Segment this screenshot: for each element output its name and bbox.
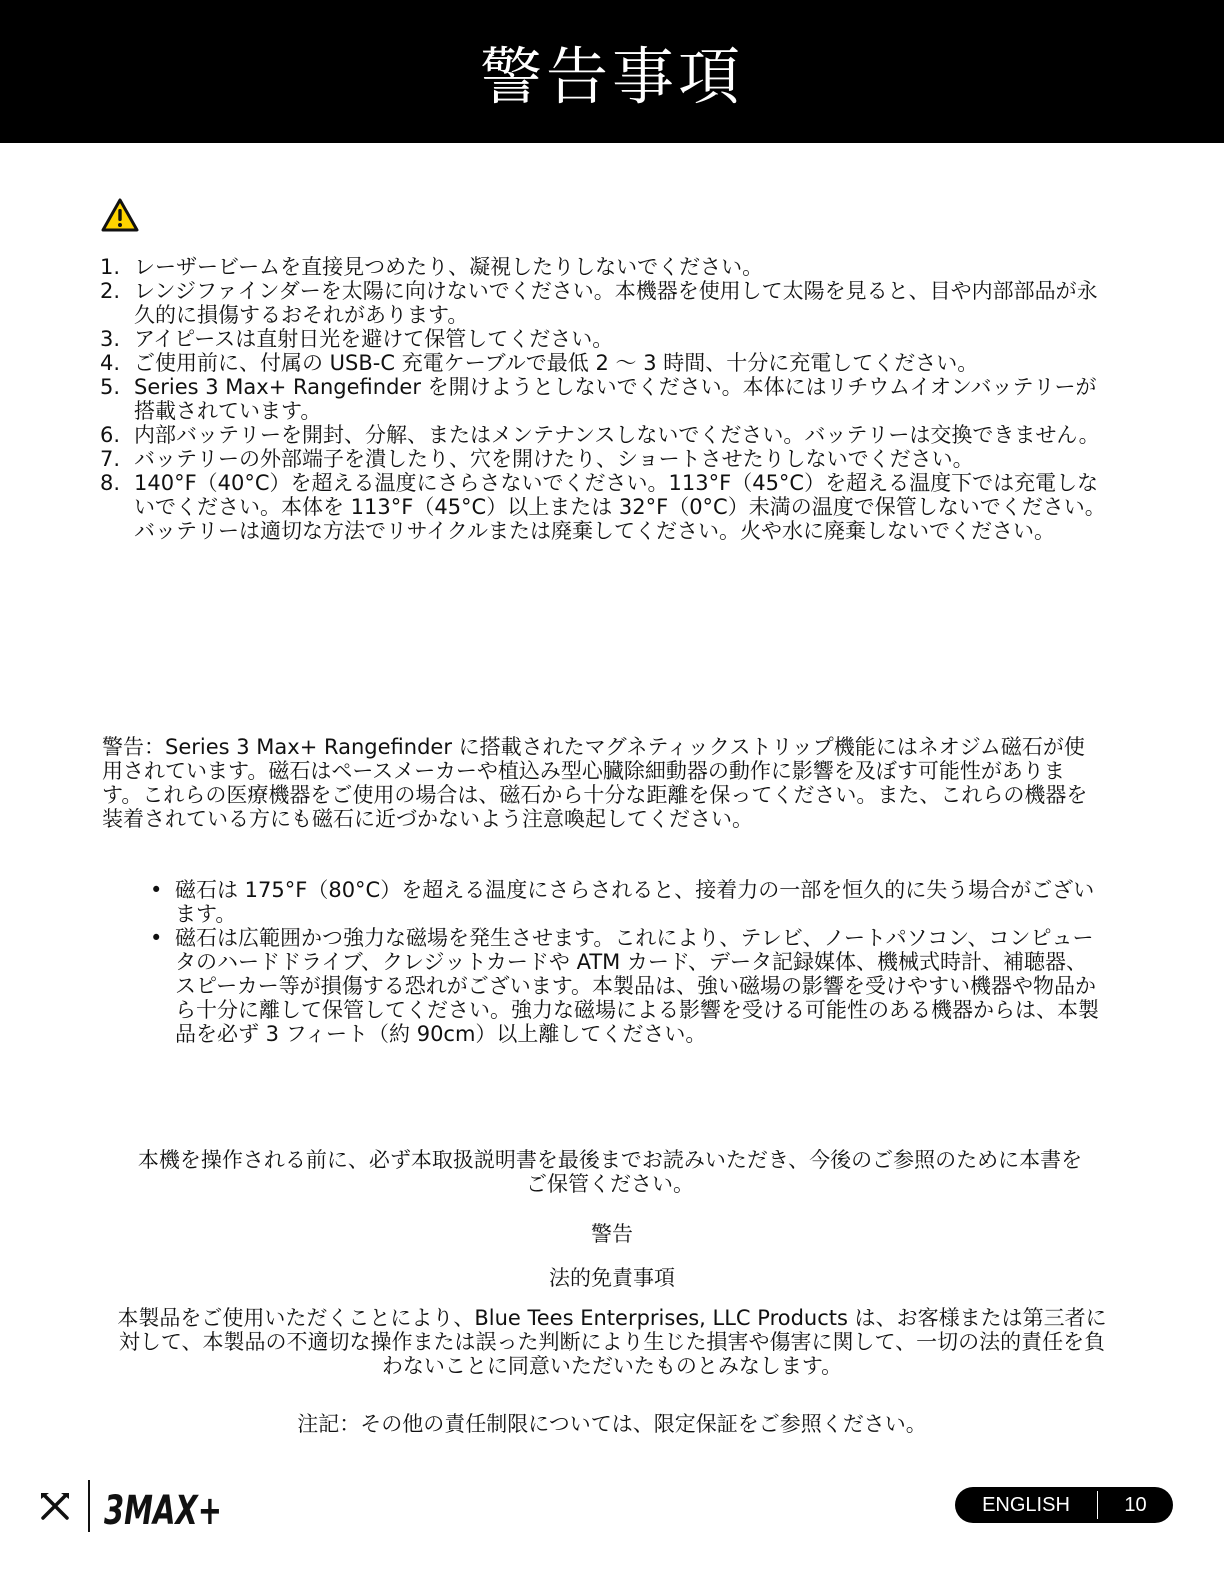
language-label: ENGLISH xyxy=(982,1493,1070,1516)
legal-heading: 法的免責事項 xyxy=(549,1266,675,1290)
warning-item: 8. 140°F（40°C）を超える温度にさらさないでください。113°F（45°C）を超える温度下では充電しないでください。本体を 113°F（45°C）以上または 32°F（0°C）未満の温度で保管しないでください。バッテリーは適切な方法でリサイクルまたは廃棄してください。火や水に廃棄しないでください。 xyxy=(100,471,1106,543)
warning-item: 6. 内部バッテリーを開封、分解、またはメンテナンスしないでください。バッテリーは交換できません。 xyxy=(100,423,1100,447)
3max-logo xyxy=(104,1480,224,1532)
page-title: 警告事項 xyxy=(479,40,744,113)
bullet-icon: • xyxy=(150,878,163,902)
warning-item: 3. アイピースは直射日光を避けて保管してください。 xyxy=(100,327,614,351)
legal-disclaimer-text: 本製品をご使用いただくことにより、Blue Tees Enterprises, LLC Products は、お客様または第三者に対して、本製品の不適切な操作または誤った判断により生じた損害や傷害に関して、一切の法的責任を負わないことに同意いただいたものとみなします。 xyxy=(117,1306,1107,1378)
read-manual-notice: 本機を操作される前に、必ず本取扱説明書を最後までお読みいただき、今後のご参照のために本書をご保管ください。 xyxy=(137,1148,1083,1196)
warning-heading: 警告 xyxy=(591,1222,633,1246)
magnet-warning-paragraph: 警告：Series 3 Max+ Rangefinder に搭載されたマグネティックストリップ機能にはネオジム磁石が使用されています。磁石はペースメーカーや植込み型心臓除細動器の動作に影響を及ぼす可能性があります。これらの医療機器をご使用の場合は、磁石から十分な距離を保ってください。また、これらの機器を装着されている方にも磁石に近づかないよう注意喚起してください。 xyxy=(102,735,1088,831)
warning-list xyxy=(100,255,1110,543)
bullet-icon: • xyxy=(150,926,163,950)
page-number: 10 xyxy=(1124,1493,1147,1516)
liability-note: 注記：その他の責任制限については、限定保証をご参照ください。 xyxy=(297,1412,927,1436)
logo-divider xyxy=(88,1480,90,1532)
warning-item: 4. ご使用前に、付属の USB-C 充電ケーブルで最低 2 〜 3 時間、十分に充電してください。 xyxy=(100,351,979,375)
list-item: • 磁石は広範囲かつ強力な磁場を発生させます。これにより、テレビ、ノートパソコン、コンピュータのハードドライブ、クレジットカードや ATM カード、データ記録媒体、機械式時計、補聴器、スピーカー等が損傷する恐れがございます。本製品は、強い磁場の影響を受けやすい機器や物品から十分に離して保管してください。強力な磁場による影響を受ける可能性のある機器からは、本製品を必ず 3 フィート（約 90cm）以上離してください。 xyxy=(150,926,1099,1046)
magnet-bullet-list xyxy=(150,878,1100,1046)
crossed-clubs-icon xyxy=(38,1489,72,1523)
warning-item: 1. レーザービームを直接見つめたり、凝視したりしないでください。 xyxy=(100,255,764,279)
list-item: • 磁石は 175°F（80°C）を超える温度にさらされると、接着力の一部を恒久的に失う場合がございます。 xyxy=(150,878,1095,926)
page-header xyxy=(0,0,1224,143)
brand-logo xyxy=(38,1478,224,1534)
warning-item: 2. レンジファインダーを太陽に向けないでください。本機器を使用して太陽を見ると、目や内部部品が永久的に損傷するおそれがあります。 xyxy=(100,279,1098,327)
warning-icon xyxy=(101,198,139,233)
warning-item: 5. Series 3 Max+ Rangefinder を開けようとしないでください。本体にはリチウムイオンバッテリーが搭載されています。 xyxy=(100,375,1097,423)
page-indicator xyxy=(955,1487,1173,1523)
warning-item: 7. バッテリーの外部端子を潰したり、穴を開けたり、ショートさせたりしないでください。 xyxy=(100,447,974,471)
3max-logo-wordmark: 3MAX+ xyxy=(104,1488,222,1534)
